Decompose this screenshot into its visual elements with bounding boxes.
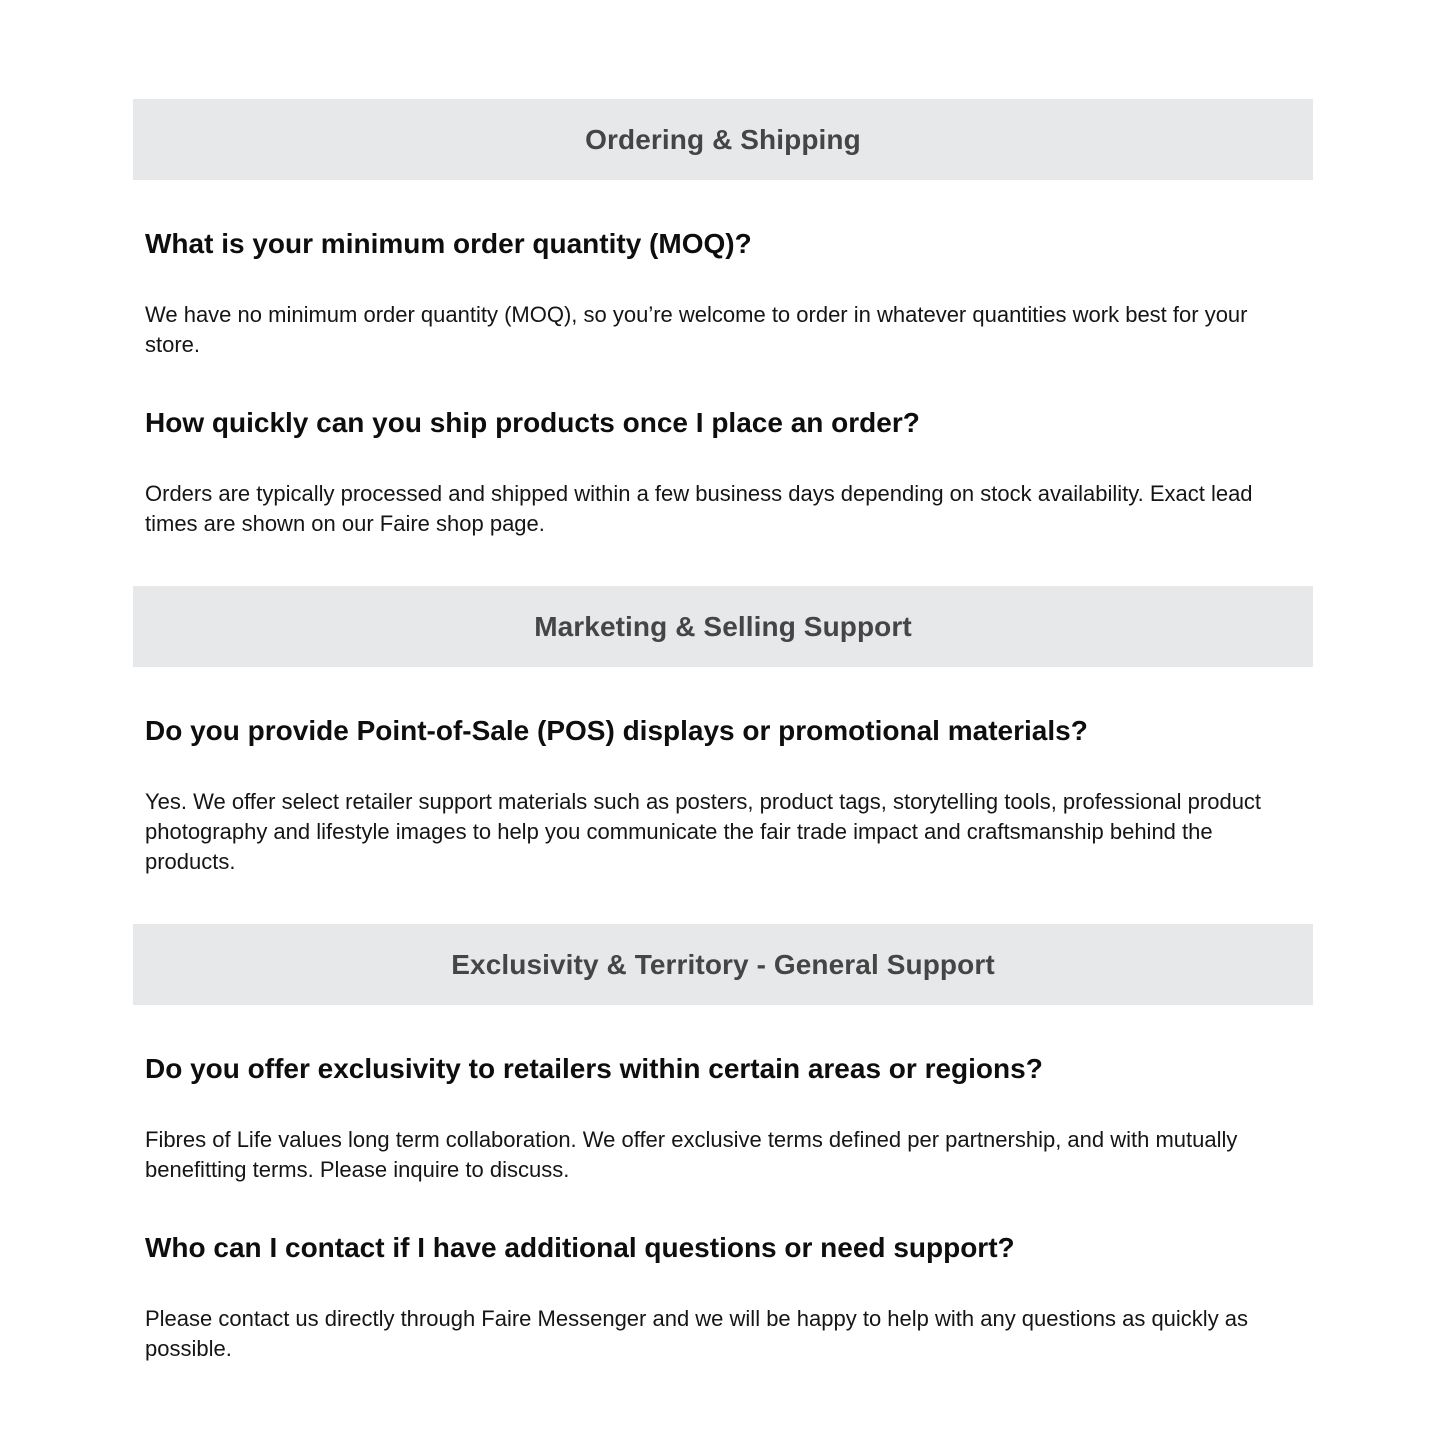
faq-question-contact: Who can I contact if I have additional questions or need support? xyxy=(145,1232,1015,1263)
faq-question-pos-materials: Do you provide Point-of-Sale (POS) displays or promotional materials? xyxy=(145,715,1088,746)
section-title: Marketing & Selling Support xyxy=(534,610,912,642)
faq-answer-moq: We have no minimum order quantity (MOQ), so you’re welcome to order in whatever quantities work best for your store. xyxy=(145,302,1248,357)
faq-answer-contact: Please contact us directly through Faire Messenger and we will be happy to help with any questions as quickly as possible. xyxy=(145,1306,1249,1361)
section-header-exclusivity-territory xyxy=(133,924,1313,1005)
faq-answer-shipping-speed: Orders are typically processed and shipped within a few business days depending on stock availability. Exact lead times are shown on our Faire shop page. xyxy=(145,481,1253,536)
faq-question-shipping-speed: How quickly can you ship products once I place an order? xyxy=(145,407,920,438)
faq-question-exclusivity: Do you offer exclusivity to retailers within certain areas or regions? xyxy=(145,1053,1043,1084)
faq-answer-exclusivity: Fibres of Life values long term collaboration. We offer exclusive terms defined per partnership, and with mutually benefitting terms. Please inquire to discuss. xyxy=(145,1127,1238,1182)
faq-answer-pos-materials: Yes. We offer select retailer support materials such as posters, product tags, storytelling tools, professional product photography and lifestyle images to help you communicate the fair trade impact and craftsmanship behind the products. xyxy=(145,789,1262,874)
section-header-ordering-shipping xyxy=(133,99,1313,180)
faq-question-moq: What is your minimum order quantity (MOQ)? xyxy=(145,228,752,259)
section-header-marketing-support xyxy=(133,586,1313,667)
section-title: Exclusivity & Territory - General Support xyxy=(451,948,995,980)
section-title: Ordering & Shipping xyxy=(585,123,861,155)
